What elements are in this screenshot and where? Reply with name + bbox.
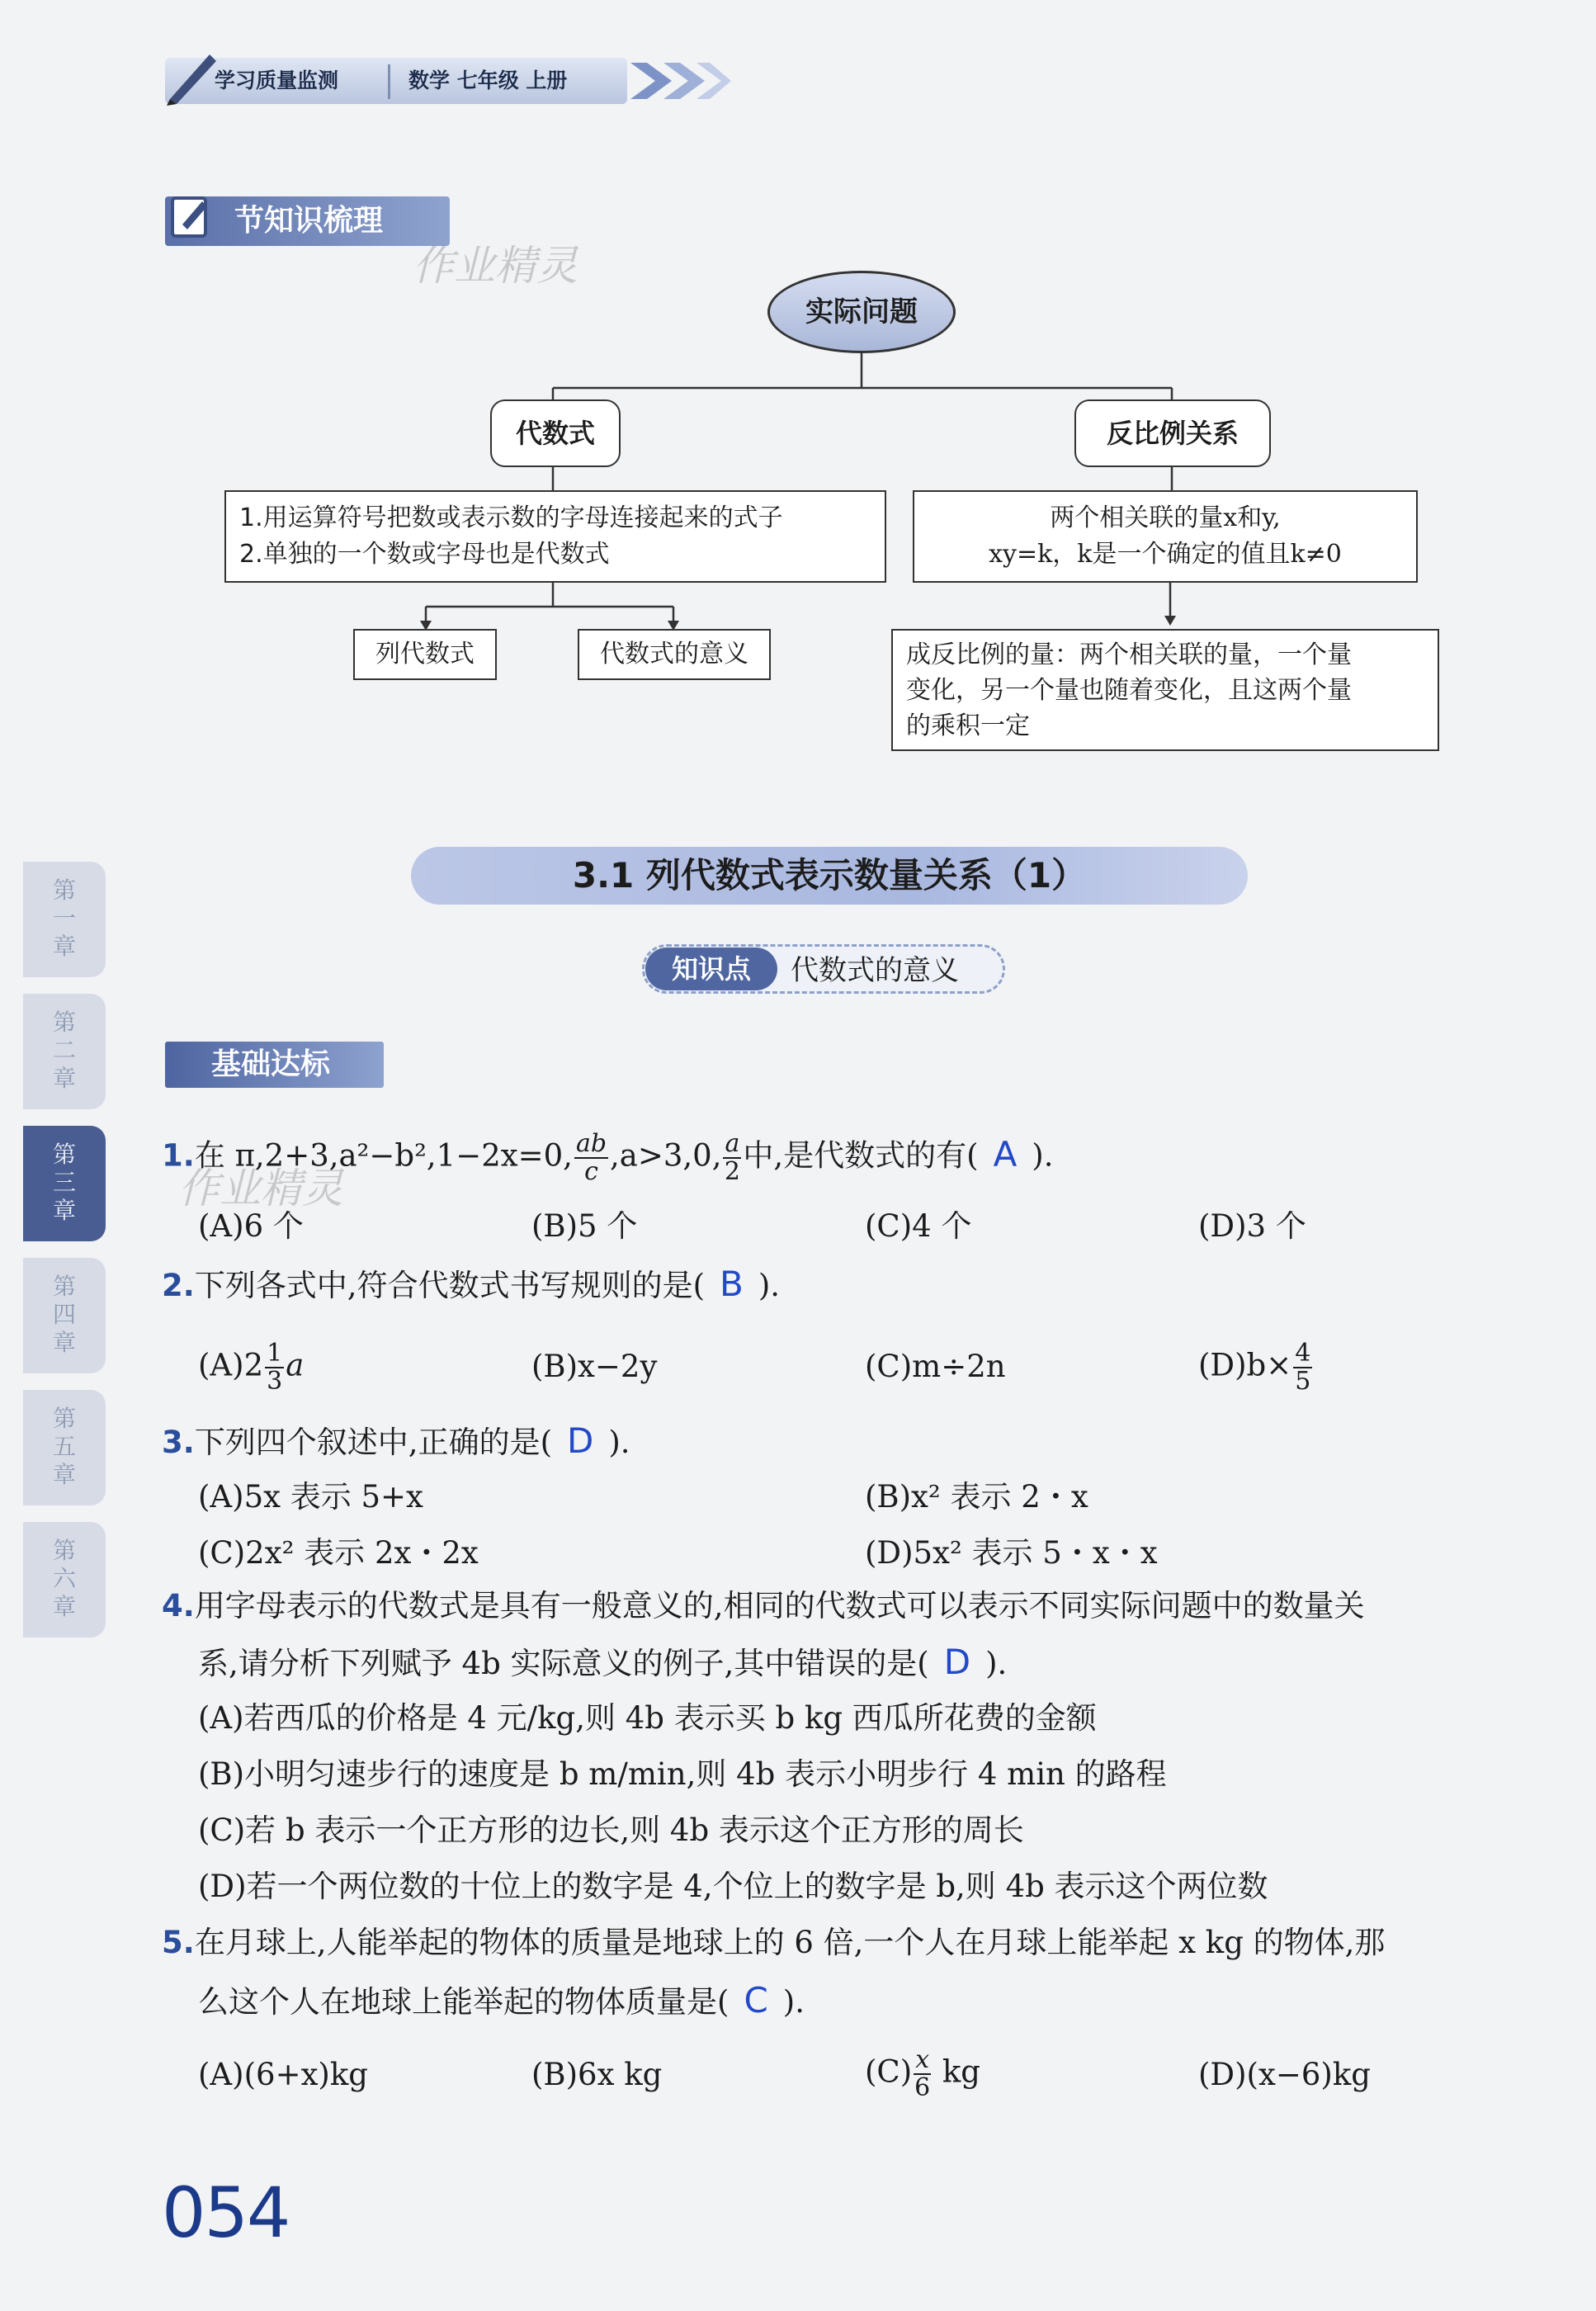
question-stem-end: ). xyxy=(985,1646,1008,1681)
question-stem: 在 π,2+3,a²−b²,1−2x=0, xyxy=(194,1137,573,1174)
q4-option-a: (A)若西瓜的价格是 4 元/kg,则 4b 表示买 b kg 西瓜所花费的金额 xyxy=(198,1700,1097,1736)
fraction-numerator: x xyxy=(915,2045,930,2074)
question-5 xyxy=(162,1923,1385,1963)
question-number: 5. xyxy=(162,1925,195,1960)
left-definition-line-2: 2.单独的一个数或字母也是代数式 xyxy=(239,540,610,569)
q5-option-c xyxy=(865,2047,980,2101)
diagram-child-list-expression: 列代数式 xyxy=(353,629,497,680)
question-stem: ,a>3,0, xyxy=(610,1137,722,1174)
handwritten-answer: B xyxy=(720,1264,744,1304)
q2-option-c: (C)m÷2n xyxy=(865,1349,1006,1384)
q2-option-d xyxy=(1198,1340,1314,1395)
chapter-tab-4[interactable] xyxy=(23,1258,106,1373)
option-text: a xyxy=(286,1347,305,1383)
basic-section-label: 基础达标 xyxy=(165,1042,384,1088)
question-stem: 用字母表示的代数式是具有一般意义的,相同的代数式可以表示不同实际问题中的数量关 xyxy=(194,1588,1365,1623)
fraction-numerator: ab xyxy=(575,1129,607,1158)
fraction xyxy=(723,1131,741,1185)
question-1 xyxy=(162,1131,1054,1185)
chapter-tab-1[interactable] xyxy=(23,862,106,977)
handwritten-answer: C xyxy=(744,1980,768,2020)
diagram-left-definition xyxy=(224,490,886,583)
header-subject: 数学 七年级 上册 xyxy=(408,69,568,92)
left-definition-line-1: 1.用运算符号把数或表示数的字母连接起来的式子 xyxy=(239,503,783,532)
fraction xyxy=(265,1340,284,1395)
q2-option-a xyxy=(198,1340,304,1395)
header-series: 学习质量监测 xyxy=(215,69,339,92)
question-stem: 系,请分析下列赋予 4b 实际意义的例子,其中错误的是( xyxy=(198,1646,929,1681)
option-text: (A)2 xyxy=(198,1347,264,1383)
right-detail-line-2: 变化，另一个量也随着变化，且这两个量 xyxy=(906,676,1352,705)
q5-option-a: (A)(6+x)kg xyxy=(198,2057,368,2092)
question-stem-end: ). xyxy=(782,1984,805,2020)
chapter-tab-label: 第五章 xyxy=(52,1405,76,1488)
question-stem-end: ). xyxy=(1032,1137,1054,1174)
q3-option-d: (D)5x² 表示 5・x・x xyxy=(865,1535,1158,1571)
fraction xyxy=(1293,1340,1312,1395)
q2-option-b: (B)x−2y xyxy=(531,1349,658,1384)
fraction-denominator: 6 xyxy=(914,2073,931,2102)
chapter-tab-label: 第六章 xyxy=(52,1537,76,1620)
diagram-child-expression-meaning: 代数式的意义 xyxy=(578,629,771,680)
q1-option-a: (A)6 个 xyxy=(198,1208,304,1244)
handwritten-answer: A xyxy=(993,1133,1018,1174)
chapter-tab-3[interactable] xyxy=(23,1126,106,1241)
fraction-denominator: 3 xyxy=(267,1367,283,1396)
fraction-numerator: 4 xyxy=(1295,1339,1311,1368)
question-number: 2. xyxy=(162,1268,195,1303)
question-number: 4. xyxy=(162,1588,195,1623)
question-stem-end: ). xyxy=(608,1425,630,1460)
page-number: 054 xyxy=(162,2172,290,2253)
lesson-title: 3.1 列代数式表示数量关系（1） xyxy=(411,847,1248,905)
fraction-denominator: 5 xyxy=(1295,1367,1311,1396)
right-definition-line-2: xy=k，k是一个确定的值且k≠0 xyxy=(989,540,1342,569)
right-definition-line-1: 两个相关联的量x和y, xyxy=(1050,503,1281,532)
chapter-tab-6[interactable] xyxy=(23,1522,106,1638)
fraction-numerator: a xyxy=(725,1129,740,1158)
question-4-line-2 xyxy=(198,1642,1007,1684)
diagram-root-node: 实际问题 xyxy=(767,271,956,353)
diagram-right-detail xyxy=(891,629,1439,751)
fraction-denominator: c xyxy=(584,1157,598,1186)
question-number: 1. xyxy=(162,1137,195,1174)
diagram-left-title: 代数式 xyxy=(490,399,621,467)
q1-option-b: (B)5 个 xyxy=(531,1208,638,1244)
question-4 xyxy=(162,1586,1365,1626)
question-2 xyxy=(162,1264,780,1306)
knowledge-point-label: 知识点 xyxy=(645,948,777,990)
q4-option-d: (D)若一个两位数的十位上的数字是 4,个位上的数字是 b,则 4b 表示这个两位数 xyxy=(198,1869,1268,1904)
q3-option-a: (A)5x 表示 5+x xyxy=(198,1479,423,1515)
right-detail-line-1: 成反比例的量：两个相关联的量，一个量 xyxy=(906,640,1352,669)
handwritten-answer: D xyxy=(567,1420,594,1461)
right-detail-line-3: 的乘积一定 xyxy=(906,711,1030,740)
watermark: 作业精灵 xyxy=(413,242,578,290)
knowledge-point-topic: 代数式的意义 xyxy=(791,954,959,987)
fraction xyxy=(914,2047,931,2101)
fraction xyxy=(574,1131,608,1185)
q5-option-d: (D)(x−6)kg xyxy=(1198,2057,1371,2092)
q3-option-b: (B)x² 表示 2・x xyxy=(865,1479,1088,1515)
fraction-numerator: 1 xyxy=(267,1339,283,1368)
option-text: (D)b× xyxy=(1198,1347,1292,1383)
question-stem: 在月球上,人能举起的物体的质量是地球上的 6 倍,一个人在月球上能举起 x kg 的物体,那 xyxy=(194,1925,1386,1960)
chapter-tab-label: 第二章 xyxy=(52,1009,76,1092)
q5-option-b: (B)6x kg xyxy=(531,2057,663,2092)
diagram-right-title: 反比例关系 xyxy=(1074,399,1271,467)
q1-option-c: (C)4 个 xyxy=(865,1208,972,1244)
watermark-2: 作业精灵 xyxy=(178,1165,343,1212)
option-text: kg xyxy=(933,2053,980,2090)
question-stem-end: ). xyxy=(758,1268,781,1303)
section-label: 节知识梳理 xyxy=(165,196,450,246)
question-stem: 么这个人在地球上能举起的物体质量是( xyxy=(198,1984,730,2020)
chapter-tab-2[interactable] xyxy=(23,994,106,1109)
question-number: 3. xyxy=(162,1425,195,1460)
fraction-denominator: 2 xyxy=(724,1157,740,1186)
chapter-tab-label: 第一章 xyxy=(52,877,76,960)
q1-option-d: (D)3 个 xyxy=(1198,1208,1306,1244)
handwritten-answer: D xyxy=(943,1642,971,1682)
question-3 xyxy=(162,1421,630,1463)
question-stem: 下列各式中,符合代数式书写规则的是( xyxy=(194,1268,706,1303)
chapter-tab-5[interactable] xyxy=(23,1390,106,1505)
q4-option-c: (C)若 b 表示一个正方形的边长,则 4b 表示这个正方形的周长 xyxy=(198,1812,1024,1848)
question-stem: 下列四个叙述中,正确的是( xyxy=(194,1425,553,1460)
chapter-tab-label: 第三章 xyxy=(52,1141,76,1224)
option-text: (C) xyxy=(865,2053,913,2090)
question-stem: 中,是代数式的有( xyxy=(743,1137,979,1174)
q4-option-b: (B)小明匀速步行的速度是 b m/min,则 4b 表示小明步行 4 min 的路程 xyxy=(198,1756,1167,1792)
chapter-tab-label: 第四章 xyxy=(52,1273,76,1356)
diagram-right-definition xyxy=(913,490,1418,583)
q3-option-c: (C)2x² 表示 2x・2x xyxy=(198,1535,479,1571)
question-5-line-2 xyxy=(198,1981,805,2022)
